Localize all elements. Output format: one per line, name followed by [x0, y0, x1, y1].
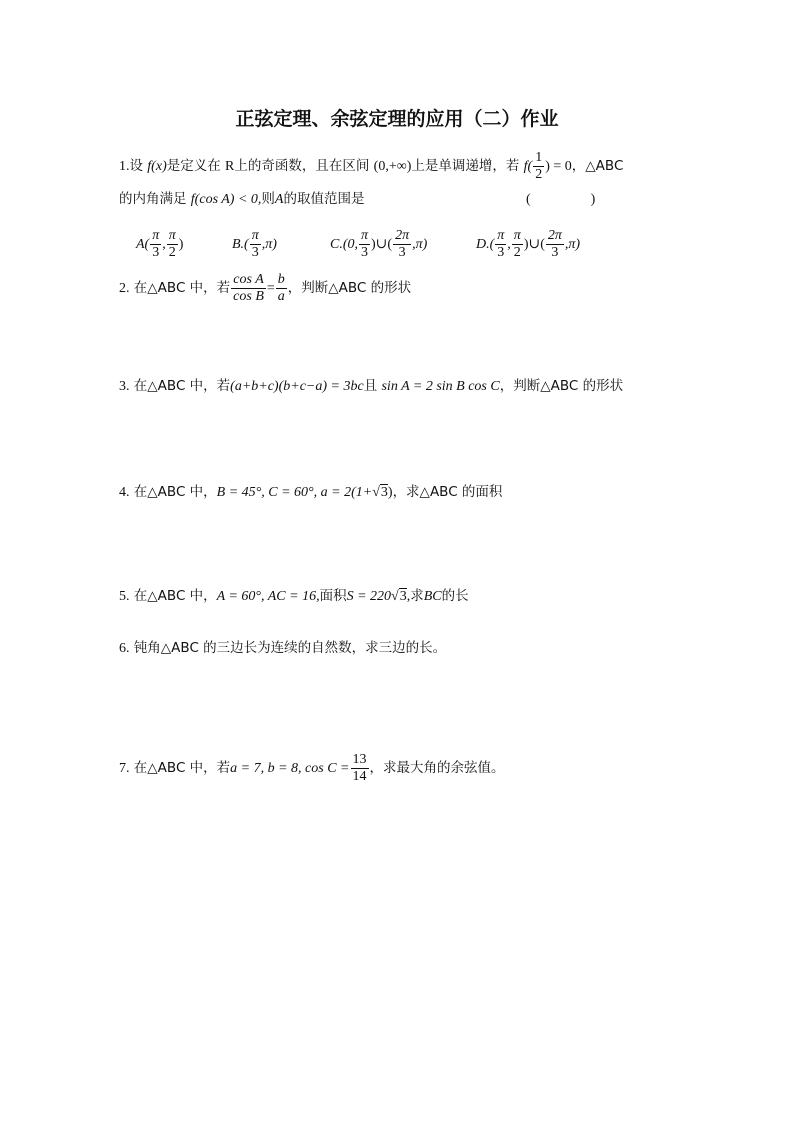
- option-c: C.(0, $\frac{\pi}{3}$ )∪( $\frac{2\pi}{3}$ ,π): [330, 228, 428, 261]
- option-b: B.( $\frac{\pi}{3}$ ,π): [232, 228, 277, 261]
- question-7: 7. 在△ABC 中，若a = 7, b = 8, cos C = $\frac{13}{14}$ ，求最大角的余弦值。: [119, 752, 505, 785]
- option-a: A( $\frac{\pi}{3}$ , $\frac{\pi}{2}$ ): [136, 228, 184, 261]
- page-title: 正弦定理、余弦定理的应用（二）作业: [235, 108, 559, 130]
- fraction-b-a: $\frac{b}{a}$: [277, 272, 285, 305]
- question-4: 4. 在△ABC 中，B = 45°, C = 60°, a = 2(1+√3)，求△ABC 的面积: [119, 484, 503, 500]
- question-1-line-1: 1.设 f(x)是定义在 R上的奇函数，且在区间 (0,+∞)上是单调递增，若 f( $\frac{1}{2}$ ) = 0，△ABC: [119, 150, 624, 183]
- question-1-line-2: 的内角满足 f(cos A) < 0,则A的取值范围是: [119, 191, 365, 207]
- question-2: 2. 在△ABC 中，若 $\frac{\text{cos A}}{\text{cos B}}$ = $\frac{b}{a}$ ，判断△ABC 的形状: [119, 272, 412, 305]
- question-6: 6. 钝角△ABC 的三边长为连续的自然数，求三边的长。: [119, 640, 447, 656]
- answer-paren: ( ): [526, 192, 596, 207]
- fraction-13-14: $\frac{13}{14}$: [352, 752, 367, 785]
- fraction-cosA-cosB: $\frac{\text{cos A}}{\text{cos B}}$: [233, 272, 264, 305]
- option-d: D.( $\frac{\pi}{3}$ , $\frac{\pi}{2}$ )∪( $\frac{2\pi}{3}$ ,π): [476, 228, 581, 261]
- question-5: 5. 在△ABC 中，A = 60°, AC = 16,面积S = 220√3,求BC的长: [119, 588, 469, 604]
- question-3: 3. 在△ABC 中，若(a+b+c)(b+c−a) = 3bc且 sin A = 2 sin B cos C，判断△ABC 的形状: [119, 378, 624, 394]
- fraction-one-half: $\frac{1}{2}$: [535, 150, 543, 183]
